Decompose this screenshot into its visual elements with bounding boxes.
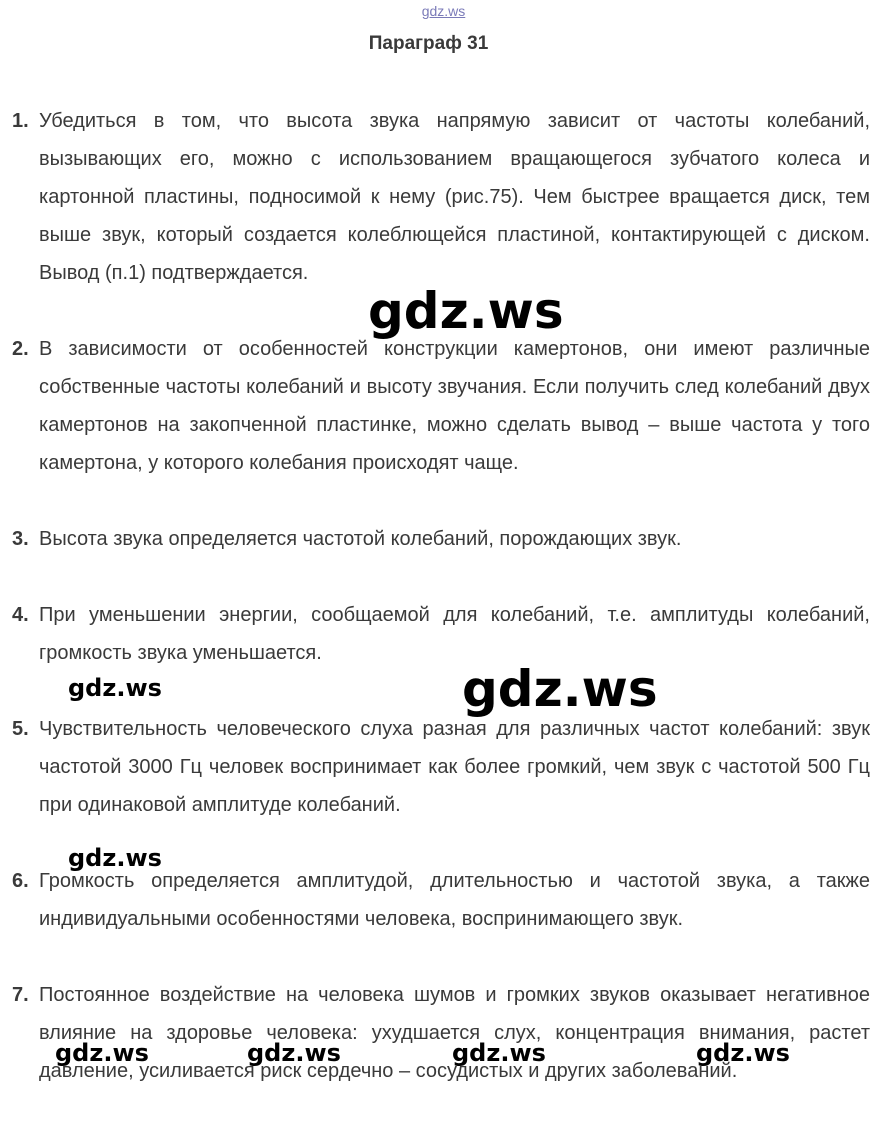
item-text: При уменьшении энергии, сообщаемой для колебаний, т.е. амплитуды колебаний, громкость звука уменьшается. (39, 604, 870, 664)
answer-item-6 (12, 862, 870, 938)
watermark: gdz.ws (247, 1039, 341, 1067)
item-text: Чувствительность человеческого слуха разная для различных частот колебаний: звук частотой 3000 Гц человек воспринимает как более громкий, чем звук с частотой 500 Гц при одинаковой амплитуде колебаний. (39, 718, 870, 816)
watermark: gdz.ws (452, 1039, 546, 1067)
item-number: 1. (12, 110, 29, 132)
watermark: gdz.ws (696, 1039, 790, 1067)
page-title: Параграф 31 (368, 33, 489, 54)
item-text: Высота звука определяется частотой колебаний, порождающих звук. (39, 528, 682, 550)
answer-item-4 (12, 596, 870, 672)
watermark: gdz.ws (55, 1039, 149, 1067)
item-text: Постоянное воздействие на человека шумов и громких звуков оказывает негативное влияние на здоровье человека: ухудшается слух, концентрация внимания, растет давление, усиливается риск сердечно – сосудистых и других заболеваний. (39, 984, 870, 1082)
answer-item-5 (12, 710, 870, 824)
item-number: 7. (12, 984, 29, 1006)
item-number: 4. (12, 604, 29, 626)
item-number: 3. (12, 528, 29, 550)
watermark: gdz.ws (368, 282, 564, 340)
watermark: gdz.ws (462, 660, 658, 718)
item-text: В зависимости от особенностей конструкции камертонов, они имеют различные собственные частоты колебаний и высоту звучания. Если получить след колебаний двух камертонов на закопченной пластинке, можно сделать вывод – выше частота у того камертона, у которого колебания происходят чаще. (39, 338, 870, 474)
item-text: Убедиться в том, что высота звука напрямую зависит от частоты колебаний, вызывающих его, можно с использованием вращающегося зубчатого колеса и картонной пластины, подносимой к нему (рис.75). Чем быстрее вращается диск, тем выше звук, который создается колеблющейся пластиной, контактирующей с диском. Вывод (п.1) подтверждается. (39, 110, 870, 284)
item-number: 6. (12, 870, 29, 892)
watermark: gdz.ws (68, 844, 162, 872)
watermark: gdz.ws (68, 674, 162, 702)
item-number: 5. (12, 718, 29, 740)
item-number: 2. (12, 338, 29, 360)
answer-item-7 (12, 976, 870, 1090)
site-link[interactable]: gdz.ws (421, 3, 466, 19)
answer-item-2 (12, 330, 870, 482)
answer-item-1 (12, 102, 870, 292)
answer-item-3 (12, 520, 870, 558)
item-text: Громкость определяется амплитудой, длительностью и частотой звука, а также индивидуальными особенностями человека, воспринимающего звук. (39, 870, 870, 930)
